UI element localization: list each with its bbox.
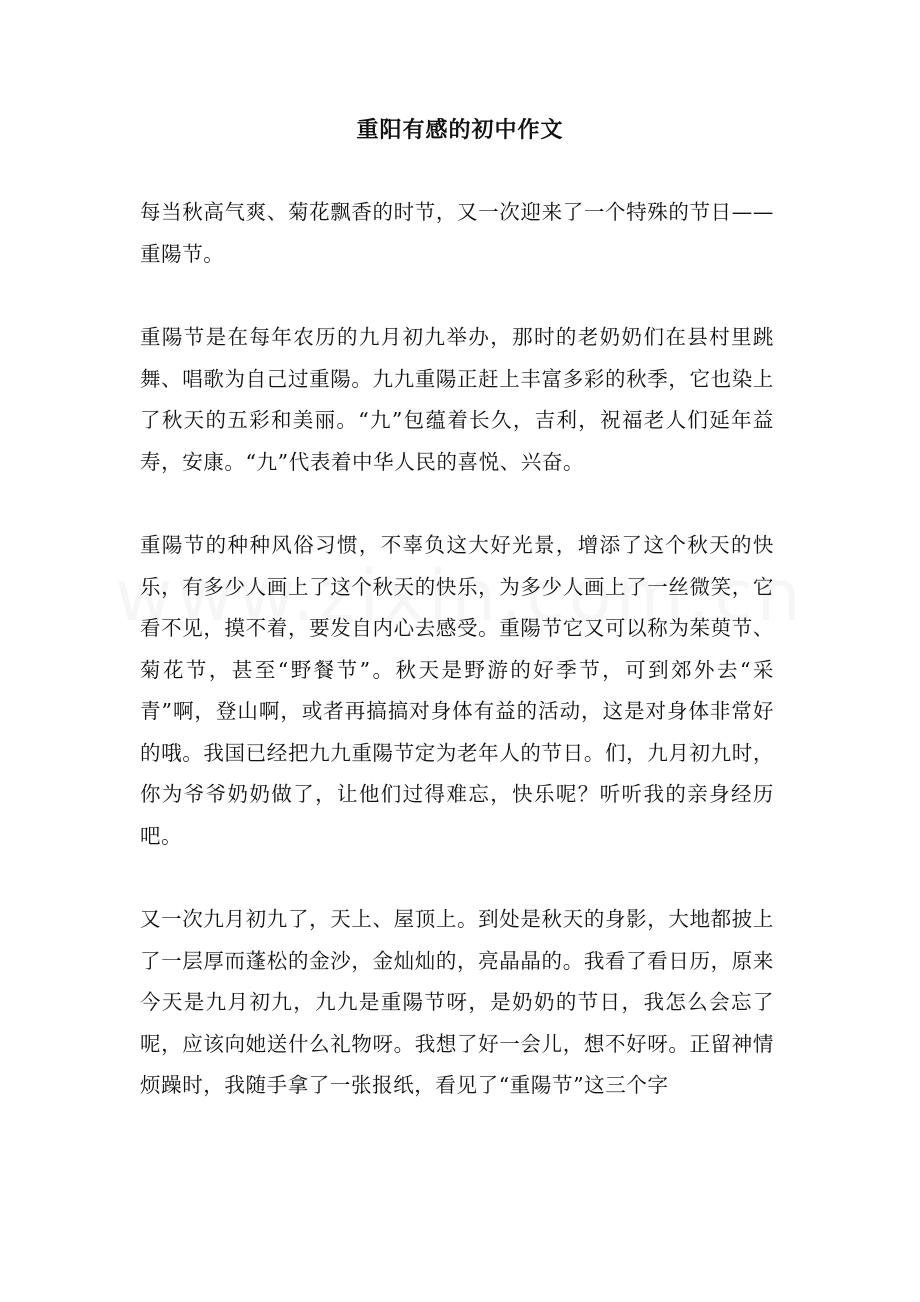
paragraph-1: 每当秋高气爽、菊花飘香的时节，又一次迎来了一个特殊的节日——重陽节。 — [140, 200, 774, 266]
paragraph-4: 又一次九月初九了，天上、屋顶上。到处是秋天的身影，大地都披上了一层厚而蓬松的金沙，金灿灿的，亮晶晶的。我看了看日历，原来今天是九月初九，九九是重陽节呀，是奶奶的节日，我怎么会忘了呢，应该向她送什么礼物呀。我想了好一会儿，想不好呀。正留神情烦躁时，我随手拿了一张报纸，看见了“重陽节”这三个字 — [140, 907, 774, 1097]
document-body — [140, 192, 774, 1149]
document-title: 重阳有感的初中作文 — [356, 117, 564, 143]
paragraph-3: 重陽节的种种风俗习惯，不辜负这大好光景，增添了这个秋天的快乐，有多少人画上了这个秋天的快乐，为多少人画上了一丝微笑，它看不见，摸不着，要发自内心去感受。重陽节它又可以称为茱萸节、菊花节，甚至“野餐节”。秋天是野游的好季节，可到郊外去“采青”啊，登山啊，或者再搞搞对身体有益的活动，这是对身体非常好的哦。我国已经把九九重陽节定为老年人的节日。们，九月初九时，你为爷爷奶奶做了，让他们过得难忘，快乐呢？听听我的亲身经历吧。 — [140, 533, 774, 848]
paragraph-2: 重陽节是在每年农历的九月初九举办，那时的老奶奶们在县村里跳舞、唱歌为自己过重陽。九九重陽正赶上丰富多彩的秋季，它也染上了秋天的五彩和美丽。“九”包蕴着长久，吉利，祝福老人们延年益寿，安康。“九”代表着中华人民的喜悦、兴奋。 — [140, 325, 774, 474]
